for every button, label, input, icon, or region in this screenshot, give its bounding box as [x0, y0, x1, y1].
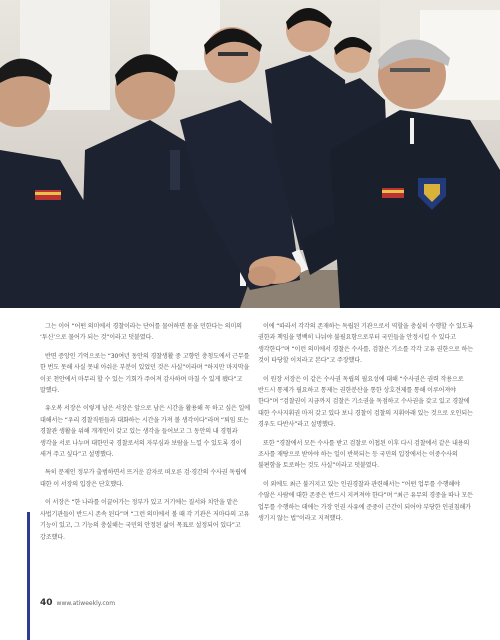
paragraph: 이 서장은 “한 나라를 이끌어가는 정부가 있고 거기에는 질서와 치안을 맡은 사법기관들이 반드시 존속 된다”며 “그런 의미에서 볼 때 각 기관은 저마다의 고유 기능이 있고, 그 기능의 충실해는 국민의 안정된 삶이 목표로 설정되어 있다”고 강조했다.	[40, 499, 250, 541]
page-footer	[40, 598, 115, 608]
article-column-left	[40, 321, 252, 550]
page-number: 40	[40, 598, 53, 608]
paragraph: 또한 “경찰에서 모든 수사를 받고 검찰로 이첩된 이후 다시 검찰에서 같은 내용의 조사를 재탕으로 받아야 하는 일이 반복되는 등 국민의 입장에서는 이중수사의 불편함을 토로하는 것도 사실”이라고 덧붙였다.	[258, 439, 470, 470]
paragraph: 이 외에도 최근 불거지고 있는 인권경찰과 관련해서는 “어떤 업무를 수행해야 수많은 사람에 대한 존중은 반드시 지켜져야 한다”며 “최근 유무의 경중을 따나 모든 업무를 수행하는 데에는 가장 인권 사유에 준중이 근간이 되어야 부당한 인권침해가 생기지 않는 법”이라고 지적했다.	[258, 480, 473, 523]
handshake-photo-illustration	[0, 0, 500, 308]
paragraph: 반면 증앙인 기억으로는 “30여년 동안의 경찰생활 중 고향인 충청도에서 근무를 한 번도 못해 사실 못내 아쉬운 부분이 있었던 것은 사실”이라며 “하지만 마지막을 이곳 천안에서 마무리 할 수 있는 기회가 주어져 감사하며 마칠 수 있게 됐다”고 말했다.	[40, 352, 250, 395]
paragraph: 유오복 서장은 이렇게 남은 서장은 앞으로 남은 시간을 활용해 꼭 하고 싶은 일에 대해서는 “우리 경찰직원들과 대화하는 시간을 가져 볼 생각이다”라며 “퇴임 또는 경찰관 생활을 위해 개개인이 갖고 있는 생각을 들어보고 그 동안의 내 경험과 생각을 서로 나누며 대한민국 경찰로서의 자부심과 보람을 느낄 수 있도록 경이 새겨 주고 싶다”고 설명했다.	[40, 405, 251, 459]
site-url[interactable]: www.atiweekly.com	[56, 600, 116, 607]
article-column-right	[258, 321, 474, 532]
paragraph: 그는 이어 “어떤 의미에서 경찰이라는 단어를 물어하면 몸을 민한다는 의미의 ‘투신’으로 물어가 되는 것”이라고 덧붙였다.	[40, 323, 242, 342]
paragraph: 이 원장 서장은 이 같은 수사권 독립의 필요성에 대해 “수사권은 권력 작용으로 반드시 통제가 필요하고 통제는 권한분산을 통한 상호견제를 통해 이루어져야 한다”며 “검찰권이 지금까지 검찰은 기소권을 독점하고 수사권을 갖고 있고 경찰에 대한 수사지휘권 마저 갖고 있다 보니 경찰이 검찰의 지휘아래 있는 것으로 오인되는 경우도 다반사”라고 설명했다.	[258, 375, 473, 429]
paragraph: 특히 문제인 정부가 출범하면서 뜨거운 감자로 떠오른 검·경간의 수사권 독립에 대한 이 서장의 입장은 단호했다.	[40, 469, 247, 488]
ceremony-photo	[0, 0, 500, 308]
paragraph: 이에 “따라서 각각의 존재하는 독립된 기관으로서 역할을 충실히 수행할 수 있도록 권한과 책임을 명백히 나눠야 불필요함으로부터 국민들을 안정시킬 수 있다고 생각한다”며 “이런 의미에서 경찰은 수사를, 검찰은 기소를 각각 고유 권한으로 하는 것이 타당할 이치라고 본다”고 주장했다.	[258, 323, 474, 365]
accent-bar	[27, 512, 30, 640]
